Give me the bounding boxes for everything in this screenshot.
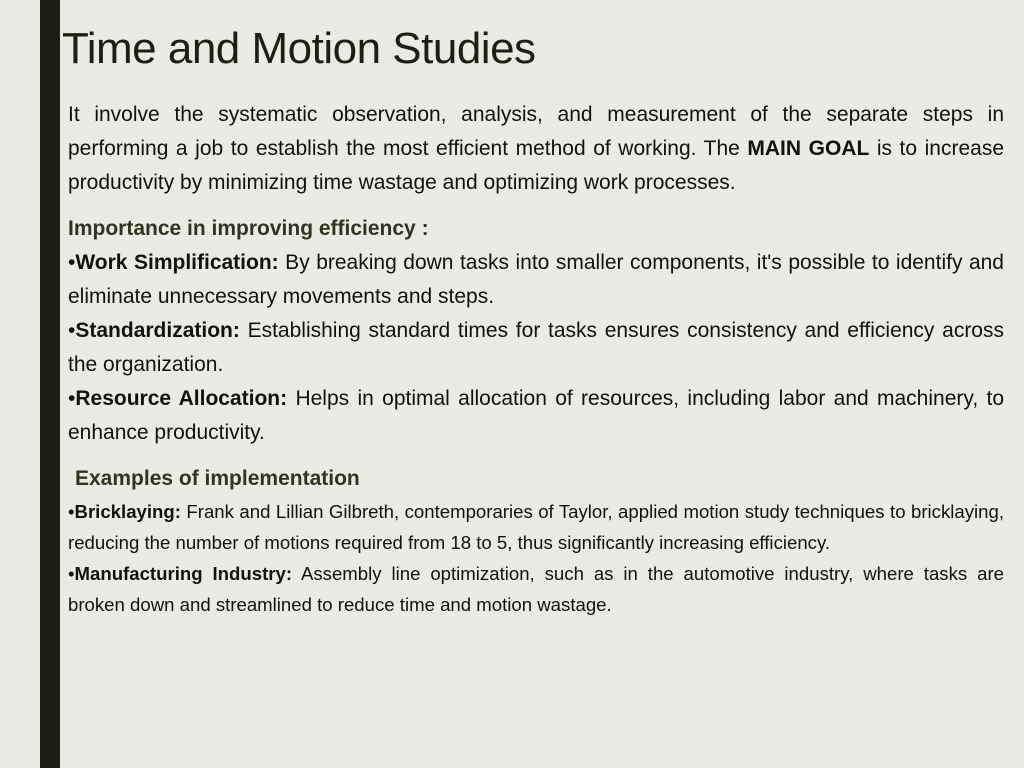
intro-paragraph: It involve the systematic observation, analysis, and measurement of the separate steps in performing a job to establish the most efficient method of working. The MAIN GOAL is to increase productivity by minimizing time wastage and optimizing work processes. xyxy=(68,103,1005,194)
accent-bar xyxy=(40,0,60,768)
slide-body xyxy=(68,98,1004,620)
bullet-item: •Work Simplification: By breaking down tasks into smaller components, it's possible to identify and eliminate unnecessary movements and steps. xyxy=(68,251,1004,308)
bullet-item: •Standardization: Establishing standard times for tasks ensures consistency and efficiency across the organization. xyxy=(68,319,1004,376)
slide-title: Time and Motion Studies xyxy=(62,24,536,73)
bullet-item: •Resource Allocation: Helps in optimal allocation of resources, including labor and machinery, to enhance productivity. xyxy=(68,387,1004,444)
examples-heading: Examples of implementation xyxy=(75,467,360,490)
bullet-item: •Bricklaying: Frank and Lillian Gilbreth, contemporaries of Taylor, applied motion study techniques to bricklaying, reducing the number of motions required from 18 to 5, thus significantly increasing efficiency. xyxy=(68,501,1004,553)
bullet-item: •Manufacturing Industry: Assembly line optimization, such as in the automotive industry, where tasks are broken down and streamlined to reduce time and motion wastage. xyxy=(68,563,1004,615)
importance-heading: Importance in improving efficiency : xyxy=(68,217,429,240)
main-goal-emphasis: MAIN GOAL xyxy=(747,137,870,160)
